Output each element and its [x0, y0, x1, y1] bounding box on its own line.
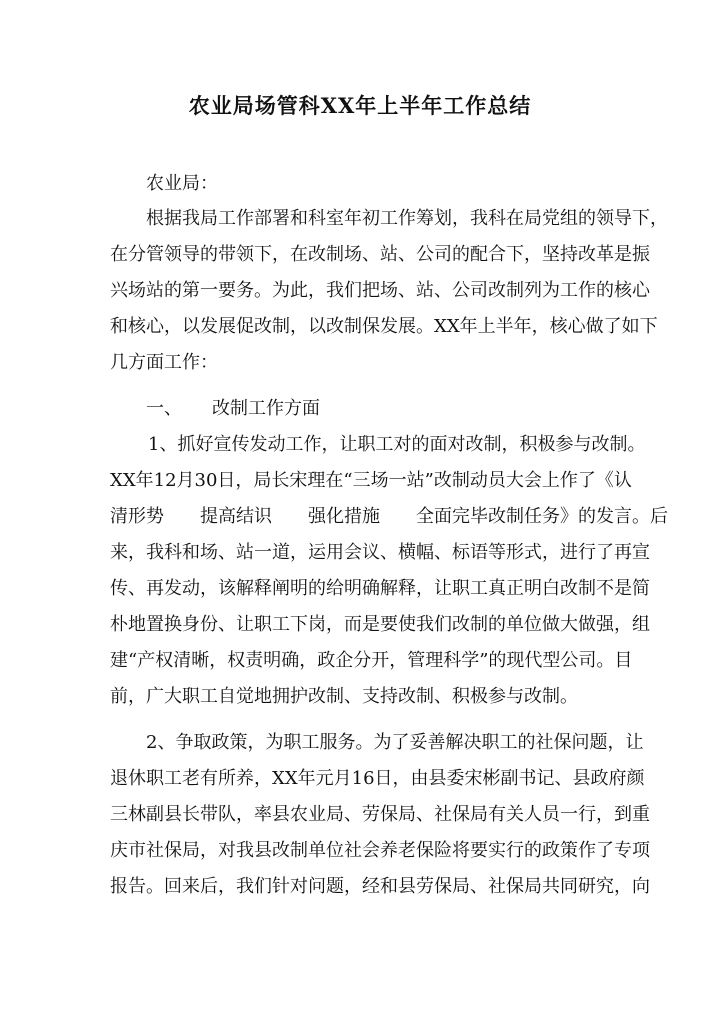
item1-line: 前，广大职工自觉地拥护改制、支持改制、积极参与改制。	[110, 686, 578, 707]
item2-line: 退休职工老有所养，XX年元月16日，由县委宋彬副书记、县政府颜	[110, 768, 645, 789]
section-number: 一、	[146, 398, 182, 419]
intro-line: 兴场站的第一要务。为此，我们把场、站、公司改制列为工作的核心	[110, 280, 650, 301]
item2-line: 报告。回来后，我们针对问题，经和县劳保局、社保局共同研究，向	[110, 876, 650, 897]
item1-line: XX年12月30日，局长宋理在“三场一站”改制动员大会上作了《认	[110, 470, 632, 491]
intro-line: 在分管领导的带领下，在改制场、站、公司的配合下，坚持改革是振	[110, 244, 650, 265]
item1-line: 清形势 提高结识 强化措施 全面完毕改制任务》的发言。后	[110, 506, 668, 527]
item1-line: 传、再发动，该解释阐明的给明确解释，让职工真正明白改制不是简	[110, 578, 650, 599]
item1-line: 建“产权清晰，权责明确，政企分开，管理科学”的现代型公司。目	[110, 650, 633, 671]
item2-line: 三林副县长带队，率县农业局、劳保局、社保局有关人员一行，到重	[110, 804, 650, 825]
item1-line: 朴地置换身份、让职工下岗，而是要使我们改制的单位做大做强，组	[110, 614, 650, 635]
item2-line: 庆市社保局，对我县改制单位社会养老保险将要实行的政策作了专项	[110, 840, 650, 861]
intro-line: 和核心，以发展促改制，以改制保发展。XX年上半年，核心做了如下	[110, 316, 658, 337]
intro-line: 根据我局工作部署和科室年初工作筹划，我科在局党组的领导下，	[146, 208, 668, 229]
item2-line: 2、争取政策，为职工服务。为了妥善解决职工的社保问题，让	[146, 732, 644, 753]
section-heading: 改制工作方面	[212, 398, 320, 419]
item1-line: 来，我科和场、站一道，运用会议、横幅、标语等形式，进行了再宣	[110, 542, 650, 563]
intro-line: 几方面工作：	[110, 352, 218, 373]
item1-line: 1、抓好宣传发动工作，让职工对的面对改制，积极参与改制。	[148, 434, 646, 455]
document-title: 农业局场管科XX年上半年工作总结	[188, 93, 532, 118]
salutation: 农业局：	[146, 173, 218, 194]
